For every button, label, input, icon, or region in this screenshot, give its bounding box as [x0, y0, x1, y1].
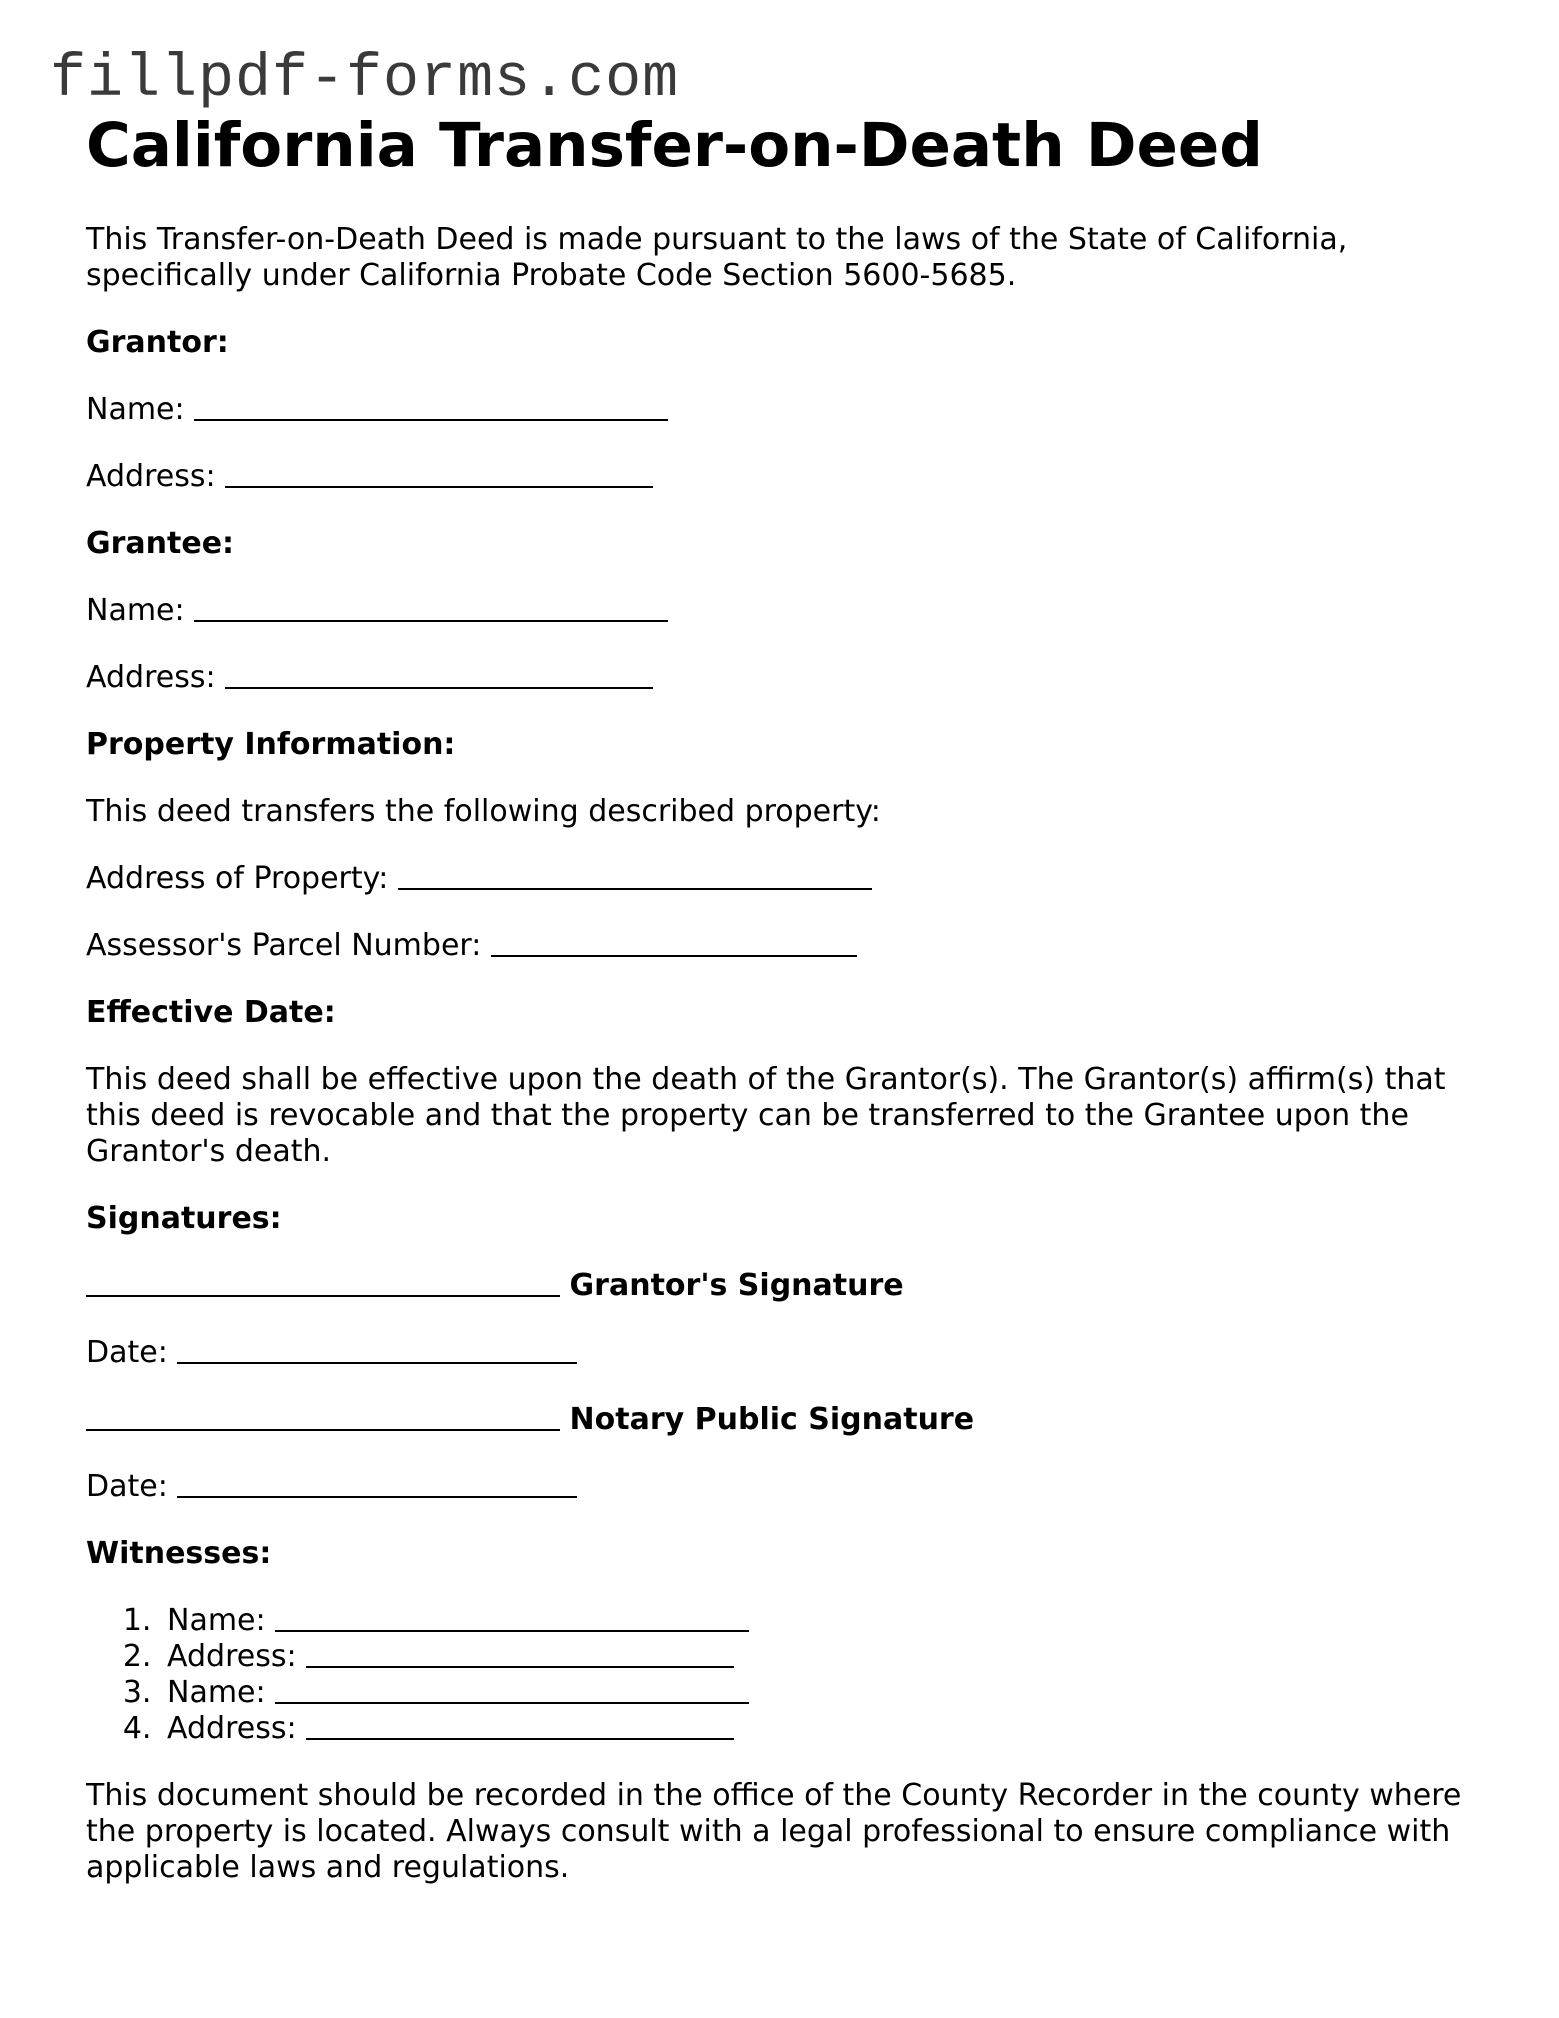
witness-item: [161, 1639, 1486, 1675]
notary-date-label: Date:: [86, 1469, 168, 1504]
grantor-signature-field[interactable]: [86, 1293, 560, 1297]
grantor-name-label: Name:: [86, 392, 185, 427]
grantee-name-row: [86, 593, 1486, 629]
grantor-date-label: Date:: [86, 1335, 168, 1370]
apn-row: [86, 928, 1486, 964]
grantor-name-field[interactable]: [194, 417, 668, 421]
witness-item: [161, 1711, 1486, 1747]
witness-1-address-field[interactable]: [306, 1664, 734, 1668]
document-page: [86, 110, 1486, 1886]
footer-paragraph: This document should be recorded in the office of the County Recorder in the county where the property is located. Always consult with a legal professional to ensure compliance with applicable laws and regulations.: [86, 1778, 1462, 1885]
notary-signature-row: [86, 1402, 1486, 1438]
grantee-name-label: Name:: [86, 593, 185, 628]
grantor-address-row: [86, 459, 1486, 495]
notary-signature-field[interactable]: [86, 1427, 560, 1431]
grantee-heading: Grantee:: [86, 526, 235, 561]
witness-item: [161, 1603, 1486, 1639]
grantor-name-row: [86, 392, 1486, 428]
property-heading: Property Information:: [86, 727, 456, 762]
watermark: fillpdf-forms.com: [50, 46, 680, 114]
witness-2-address-field[interactable]: [306, 1736, 734, 1740]
notary-signature-label: Notary Public Signature: [569, 1402, 975, 1437]
intro-paragraph: This Transfer-on-Death Deed is made pursuant to the laws of the State of California, specifically under California Probate Code Section 5600-5685.: [86, 222, 1348, 293]
grantee-address-row: [86, 660, 1486, 696]
document-title: California Transfer-on-Death Deed: [86, 110, 1263, 181]
apn-field[interactable]: [491, 953, 857, 957]
grantor-heading: Grantor:: [86, 325, 229, 360]
notary-date-field[interactable]: [177, 1494, 577, 1498]
witness-1-address-label: Address:: [167, 1639, 297, 1674]
witness-1-name-field[interactable]: [275, 1628, 749, 1632]
grantor-address-label: Address:: [86, 459, 216, 494]
property-description: This deed transfers the following described property:: [86, 794, 881, 829]
grantee-address-label: Address:: [86, 660, 216, 695]
grantor-signature-row: [86, 1268, 1486, 1304]
grantor-signature-label: Grantor's Signature: [569, 1268, 904, 1303]
effective-heading: Effective Date:: [86, 995, 336, 1030]
grantor-date-row: [86, 1335, 1486, 1371]
notary-date-row: [86, 1469, 1486, 1505]
property-address-row: [86, 861, 1486, 897]
witness-2-name-label: Name:: [167, 1675, 266, 1710]
witness-item: [161, 1675, 1486, 1711]
grantee-address-field[interactable]: [225, 685, 653, 689]
witness-2-name-field[interactable]: [275, 1700, 749, 1704]
effective-paragraph: This deed shall be effective upon the death of the Grantor(s). The Grantor(s) affirm(s) that this deed is revocable and that the property can be transferred to the Grantee upon the Grantor's death.: [86, 1062, 1446, 1169]
witness-1-name-label: Name:: [167, 1603, 266, 1638]
property-address-label: Address of Property:: [86, 861, 389, 896]
signatures-heading: Signatures:: [86, 1201, 282, 1236]
apn-label: Assessor's Parcel Number:: [86, 928, 482, 963]
witnesses-heading: Witnesses:: [86, 1536, 272, 1571]
property-address-field[interactable]: [398, 886, 872, 890]
grantor-date-field[interactable]: [177, 1360, 577, 1364]
witnesses-list: [86, 1603, 1486, 1747]
grantor-address-field[interactable]: [225, 484, 653, 488]
grantee-name-field[interactable]: [194, 618, 668, 622]
witness-2-address-label: Address:: [167, 1711, 297, 1746]
